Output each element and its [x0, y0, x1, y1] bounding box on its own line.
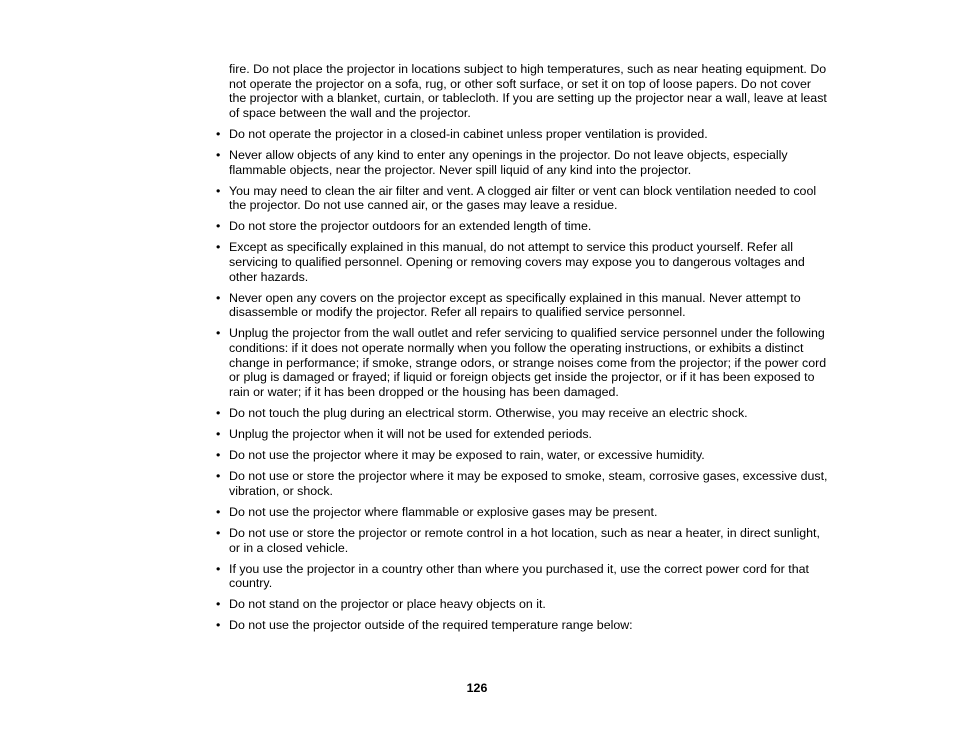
page-number: 126: [466, 681, 488, 695]
bullet-icon: •: [216, 290, 221, 305]
list-item: [216, 219, 828, 234]
list-item-text: Unplug the projector from the wall outlet and refer servicing to qualified service personnel under the following conditions: if it does not operate normally when you follow the operating instructions, or exhibits a distinct change in performance; if smoke, strange odors, or strange noises come from the projector; if the power cord or plug is damaged or frayed; if liquid or foreign objects get inside the projector, or if it has been exposed to rain or water; if it has been dropped or the housing has been damaged.: [229, 326, 827, 399]
list-item: [216, 427, 828, 442]
intro-paragraph: fire. Do not place the projector in locations subject to high temperatures, such as near heating equipment. Do not operate the projector on a sofa, rug, or other soft surface, or set it on top of loose papers. Do not cover the projector with a blanket, curtain, or tablecloth. If you are setting up the projector near a wall, leave at least of space between the wall and the projector.: [229, 62, 827, 120]
bullet-icon: •: [216, 597, 221, 612]
list-item: [216, 326, 828, 399]
list-item: [216, 240, 828, 284]
list-item-text: Never allow objects of any kind to enter any openings in the projector. Do not leave objects, especially flammable objects, near the projector. Never spill liquid of any kind into the projector.: [229, 147, 788, 177]
safety-bullet-list: [216, 127, 828, 633]
list-item-text: Do not use or store the projector where it may be exposed to smoke, steam, corrosive gases, excessive dust, vibration, or shock.: [229, 469, 828, 498]
bullet-icon: •: [216, 469, 221, 484]
bullet-icon: •: [216, 618, 221, 633]
list-item: [216, 618, 828, 633]
bullet-icon: •: [216, 147, 221, 162]
list-item: [216, 148, 828, 177]
list-item-text: Never open any covers on the projector except as specifically explained in this manual. Never attempt to disassemble or modify the projector. Refer all repairs to qualified service personnel.: [229, 290, 801, 320]
list-item: [216, 406, 828, 421]
list-item: [216, 526, 828, 555]
list-item-text: Do not stand on the projector or place heavy objects on it.: [229, 597, 546, 612]
list-item: [216, 291, 828, 320]
bullet-icon: •: [216, 326, 221, 341]
list-item: [216, 562, 828, 591]
bullet-icon: •: [216, 525, 221, 540]
bullet-icon: •: [216, 448, 221, 463]
list-item-text: Do not use the projector outside of the required temperature range below:: [229, 618, 633, 633]
list-item-text: Do not use the projector where flammable or explosive gases may be present.: [229, 504, 658, 519]
bullet-icon: •: [216, 240, 221, 255]
list-item-text: If you use the projector in a country other than where you purchased it, use the correct power cord for that country.: [229, 561, 809, 591]
list-item-text: Do not touch the plug during an electrical storm. Otherwise, you may receive an electric shock.: [229, 405, 748, 420]
list-item: [216, 448, 828, 463]
bullet-icon: •: [216, 219, 221, 234]
list-item-text: Do not use the projector where it may be exposed to rain, water, or excessive humidity.: [229, 448, 705, 463]
list-item: [216, 505, 828, 520]
list-item: [216, 469, 828, 498]
bullet-icon: •: [216, 561, 221, 576]
list-item: [216, 597, 828, 612]
bullet-icon: •: [216, 405, 221, 420]
bullet-icon: •: [216, 426, 221, 441]
list-item: [216, 184, 828, 213]
list-item-text: Do not use or store the projector or remote control in a hot location, such as near a heater, in direct sunlight, or in a closed vehicle.: [229, 525, 820, 555]
bullet-icon: •: [216, 504, 221, 519]
list-item-text: Unplug the projector when it will not be used for extended periods.: [229, 426, 592, 441]
bullet-icon: •: [216, 126, 221, 141]
list-item-text: Do not operate the projector in a closed-in cabinet unless proper ventilation is provided.: [229, 126, 708, 141]
list-item: [216, 127, 828, 142]
list-item-text: You may need to clean the air filter and vent. A clogged air filter or vent can block ventilation needed to cool the projector. Do not use canned air, or the gases may leave a residue.: [229, 183, 817, 213]
bullet-icon: •: [216, 183, 221, 198]
list-item-text: Except as specifically explained in this manual, do not attempt to service this product yourself. Refer all servicing to qualified personnel. Opening or removing covers may expose you to dangerous voltages and other hazards.: [229, 240, 805, 284]
list-item-text: Do not store the projector outdoors for an extended length of time.: [229, 219, 592, 234]
document-body: [216, 62, 828, 640]
